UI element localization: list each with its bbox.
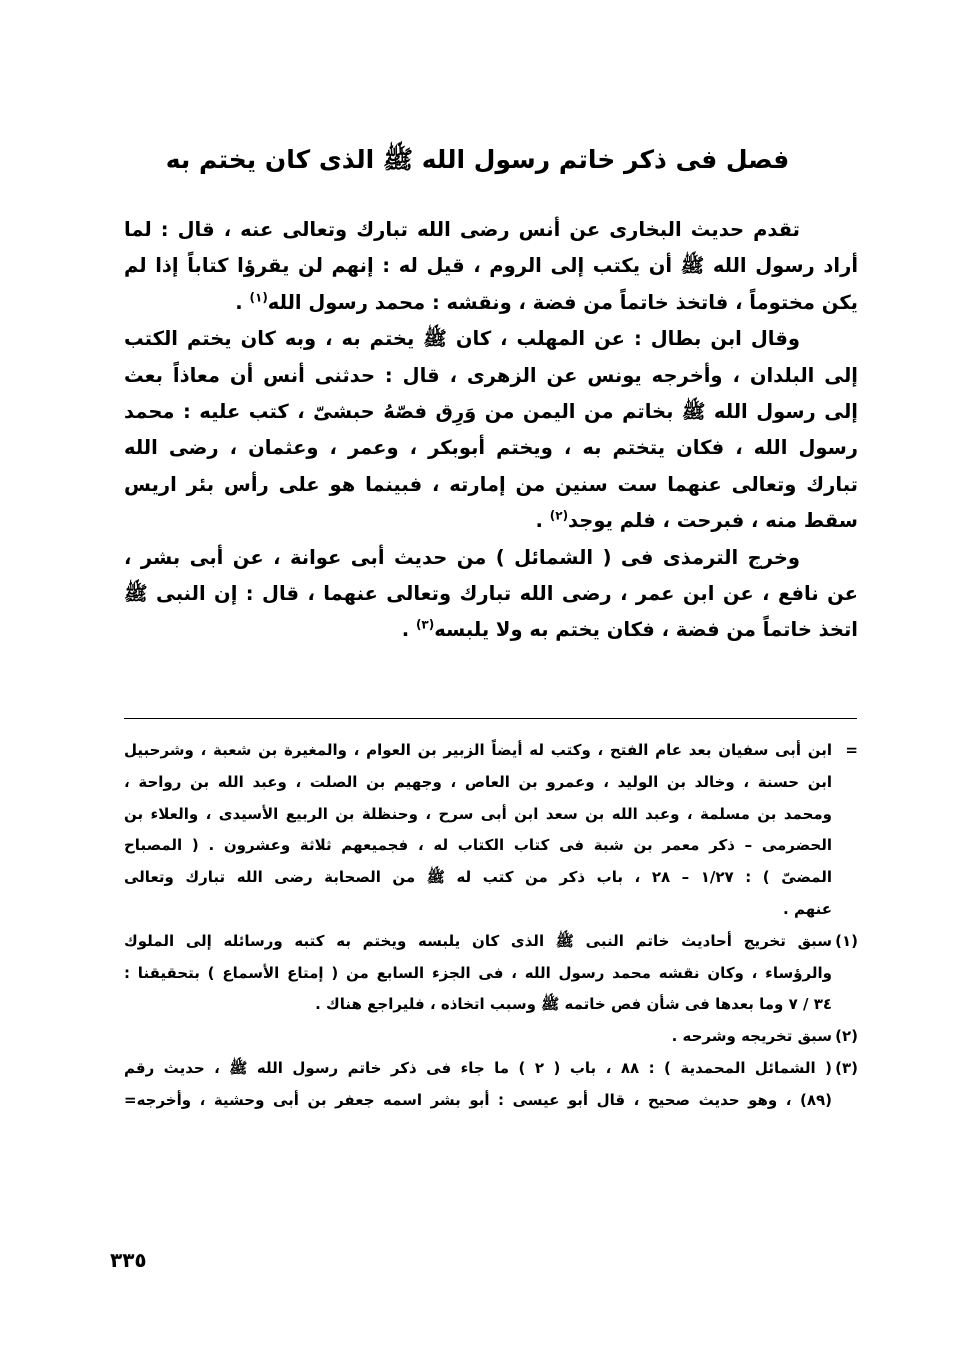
body-line (124, 285, 858, 321)
footnote-line (124, 958, 858, 990)
body-line: عن نافع ، عن ابن عمر ، رضى الله تبارك وتعالى عنهما ، قال : إن النبى ﷺ (124, 581, 858, 605)
footnote-text: ابن حسنة ، وخالد بن الوليد ، وعمرو بن العاص ، وجهيم بن الصلت ، وعبد الله بن رواحة ، (124, 772, 832, 791)
main-text (124, 212, 858, 649)
footnote-number: (١) (835, 931, 858, 950)
line-tail: . (235, 290, 250, 314)
footnote-text: عنهم . (783, 899, 832, 918)
footnote-ref-3: (٣) (415, 617, 435, 632)
footnote-text: الحضرمى – ذكر معمر بن شبة فى كتاب الكتاب له ، فجميعهم ثلاثة وعشرون . ( المصباح (124, 836, 832, 855)
body-line: وخرج الترمذى فى ( الشمائل ) من حديث أبى عوانة ، عن أبى بشر ، (124, 545, 800, 569)
footnote-text: ابن أبى سفيان بعد عام الفتح ، وكتب له أيضاً الزبير بن العوام ، والمغيرة بن شعبة ، وشرحبيل (124, 741, 832, 759)
footnote-number: (٣) (835, 1058, 858, 1077)
footnote-line (124, 894, 858, 926)
chapter-title: فصل فى ذكر خاتم رسول الله ﷺ الذى كان يختم به (165, 145, 790, 174)
body-line-text: سقط منه ، فبرحت ، فلم يوجد (568, 509, 858, 533)
footnote-text: ومحمد بن مسلمة ، وعبد الله بن سعد ابن أبى سرح ، وحنظلة بن الربيع الأسيدى ، والعلاء بن (124, 804, 832, 823)
body-line: إلى البلدان ، وأخرجه يونس عن الزهرى ، قال : حدثنى أنس أن معاذاً بعث (124, 363, 858, 387)
line-tail: . (535, 509, 550, 533)
footnote-text: والرؤساء ، وكان نقشه محمد رسول الله ، فى الجزء السابع من ( إمتاع الأسماع ) بتحقيقنا : (124, 963, 832, 982)
footnote-line (124, 830, 858, 862)
footnote-text: ٣٤ / ٧ وما بعدها فى شأن فص خاتمه ﷺ وسبب اتخاذه ، فليراجع هناك . (315, 995, 832, 1014)
footnote-line (124, 989, 858, 1021)
footnote-3 (124, 1053, 858, 1085)
body-line: إلى رسول الله ﷺ بخاتم من اليمن من وَرِق فصّهُ حبشىّ ، كتب عليه : محمد (124, 399, 858, 423)
body-line: تقدم حديث البخارى عن أنس رضى الله تبارك وتعالى عنه ، قال : لما (124, 218, 800, 241)
body-line: رسول الله ، فكان يتختم به ، ويختم أبوبكر ، وعمر ، وعثمان ، رضى الله (124, 436, 858, 460)
body-line: أراد رسول الله ﷺ أن يكتب إلى الروم ، قيل له : إنهم لن يقرؤا كتاباً إذا لم (124, 254, 858, 278)
footnote-1 (124, 926, 858, 958)
footnote-ref-2: (٢) (549, 508, 569, 523)
line-tail: . (401, 618, 416, 642)
footnote-line (124, 1085, 858, 1117)
body-line: تبارك وتعالى عنهما ست سنين من إمارته ، فبينما هو على رأس بئر اريس (124, 472, 858, 496)
body-line-text: يكن مختوماً ، فاتخذ خاتماً من فضة ، ونقشه : محمد رسول الله (267, 290, 858, 314)
footnote-text: ( الشمائل المحمدية ) : ٨٨ ، باب ( ٢ ) ما جاء فى ذكر خاتم رسول الله ﷺ ، حديث رقم (124, 1058, 832, 1077)
body-line: وقال ابن بطال : عن المهلب ، كان ﷺ يختم به ، وبه كان يختم الكتب (124, 327, 800, 351)
footnotes (124, 735, 858, 1117)
footnote-2 (124, 1021, 858, 1053)
footnote-line (124, 767, 858, 799)
footnote-text: المضىّ ) : ١/٢٧ – ٢٨ ، باب ذكر من كتب له ﷺ من الصحابة رضى الله تبارك وتعالى (124, 868, 832, 887)
body-line-text: اتخذ خاتماً من فضة ، فكان يختم به ولا يلبسه (434, 618, 858, 642)
footnote-number: (٢) (835, 1027, 858, 1046)
footnote-divider (124, 718, 857, 719)
page-number: ٣٣٥ (110, 1248, 147, 1272)
body-line (124, 612, 858, 648)
footnote-line (124, 862, 858, 894)
footnote-line (124, 799, 858, 831)
footnote-line (124, 735, 858, 767)
footnote-text: سبق تخريج أحاديث خاتم النبى ﷺ الذى كان يلبسه ويختم به كتبه ورسائله إلى الملوك (124, 931, 832, 950)
footnote-text: (٨٩) ، وهو حديث صحيح ، قال أبو عيسى : أبو بشر اسمه جعفر بن أبى وحشية ، وأخرجه= (124, 1090, 832, 1109)
body-line (124, 503, 858, 539)
footnote-ref-1: (١) (249, 290, 268, 305)
continuation-mark: = (845, 741, 858, 759)
footnote-text: سبق تخريجه وشرحه . (671, 1027, 832, 1046)
